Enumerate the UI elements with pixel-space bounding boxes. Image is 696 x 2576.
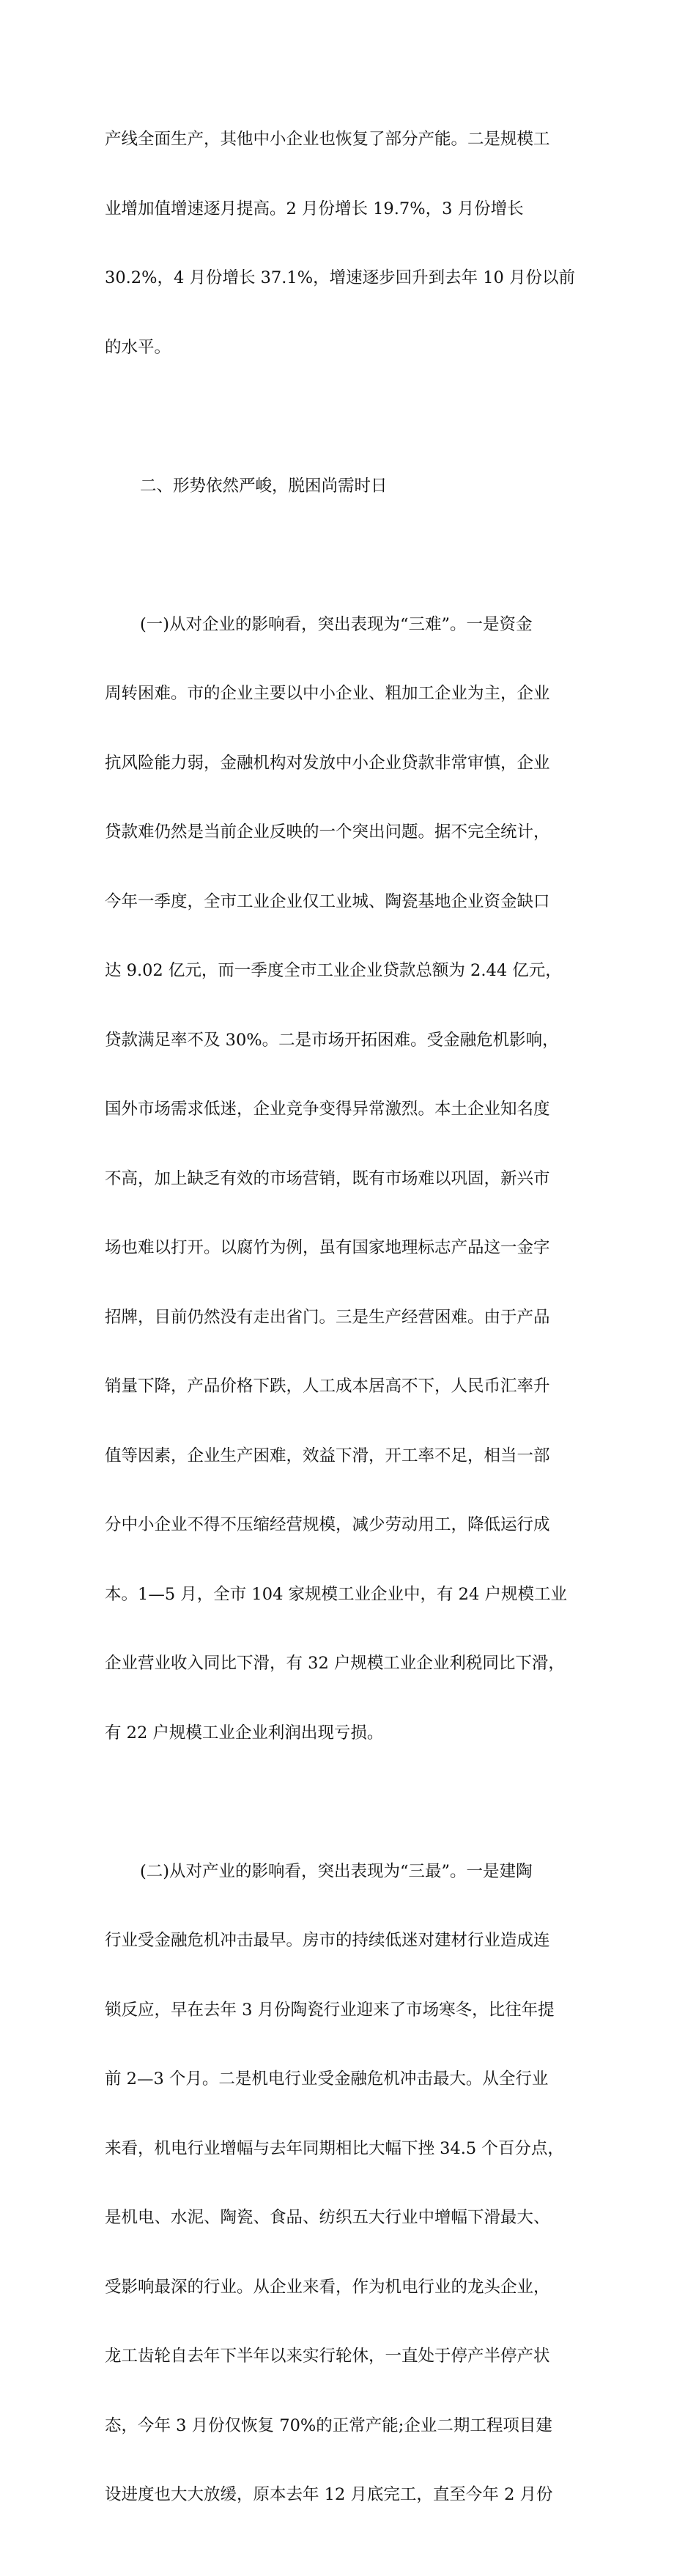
text-line: 分中小企业不得不压缩经营规模，减少劳动用工，降低运行成 [105,1515,550,1534]
text-line: 达 9.02 亿元，而一季度全市工业企业贷款总额为 2.44 亿元， [105,961,562,980]
text-line: 不高，加上缺乏有效的市场营销，既有市场难以巩固，新兴市 [105,1169,550,1188]
text-line: 受影响最深的行业。从企业来看，作为机电行业的龙头企业， [105,2277,550,2297]
text-line: 值等因素，企业生产困难，效益下滑，开工率不足，相当一部 [105,1446,550,1465]
text-line: 来看，机电行业增幅与去年同期相比大幅下挫 34.5 个百分点， [105,2138,564,2158]
text-line: 的水平。 [105,337,171,357]
text-line: 本。1—5 月，全市 104 家规模工业企业中，有 24 户规模工业 [105,1584,567,1604]
text-line: 是机电、水泥、陶瓷、食品、纺织五大行业中增幅下滑最大、 [105,2208,550,2227]
text-line: 龙工齿轮自去年下半年以来实行轮休，一直处于停产半停产状 [105,2347,550,2366]
document-page [105,82,594,2576]
text-line: 场也难以打开。以腐竹为例，虽有国家地理标志产品这一金字 [105,1238,550,1257]
text-line: 周转困难。市的企业主要以中小企业、粗加工企业为主，企业 [105,684,550,703]
text-line: 销量下降，产品价格下跌，人工成本居高不下，人民币汇率升 [105,1377,550,1396]
text-line: 企业营业收入同比下滑，有 32 户规模工业企业利税同比下滑， [105,1654,565,1673]
text-line: 前 2—3 个月。二是机电行业受金融危机冲击最大。从全行业 [105,2069,549,2089]
text-line: 招牌，目前仍然没有走出省门。三是生产经营困难。由于产品 [105,1307,550,1327]
text-line: 贷款满足率不及 30%。二是市场开拓困难。受金融危机影响， [105,1030,559,1050]
text-line: 贷款难仍然是当前企业反映的一个突出问题。据不完全统计， [105,823,550,842]
text-line: 产线全面生产，其他中小企业也恢复了部分产能。二是规模工 [105,130,550,149]
text-line: 抗风险能力弱，金融机构对发放中小企业贷款非常审慎，企业 [105,753,550,773]
paragraph-enterprise-impact [105,567,594,1792]
text-line: 国外市场需求低迷，企业竞争变得异常激烈。本土企业知名度 [105,1100,550,1119]
text-line: 有 22 户规模工业企业利润出现亏损。 [105,1723,384,1743]
section-heading [105,429,594,545]
text-line: (一)从对企业的影响看，突出表现为“三难”。一是资金 [140,614,533,634]
text-line: 锁反应，早在去年 3 月份陶瓷行业迎来了市场寒冬，比往年提 [105,2000,555,2020]
text-line: 业增加值增速逐月提高。2 月份增长 19.7%，3 月份增长 [105,199,524,218]
text-line: 30.2%，4 月份增长 37.1%，增速逐步回升到去年 10 月份以前 [105,268,576,287]
text-line: 态，今年 3 月份仅恢复 70%的正常产能;企业二期工程项目建 [105,2415,552,2435]
paragraph-industry-impact [105,1814,594,2553]
paragraph-continuation [105,82,594,405]
text-line: (二)从对产业的影响看，突出表现为“三最”。一是建陶 [140,1861,533,1881]
heading-text: 二、形势依然严峻，脱困尚需时日 [140,476,388,496]
text-line: 今年一季度，全市工业企业仅工业城、陶瓷基地企业资金缺口 [105,891,550,911]
text-line: 设进度也大大放缓，原本去年 12 月底完工，直至今年 2 月份 [105,2485,553,2504]
text-line: 行业受金融危机冲击最早。房市的持续低迷对建材行业造成连 [105,1931,550,1950]
